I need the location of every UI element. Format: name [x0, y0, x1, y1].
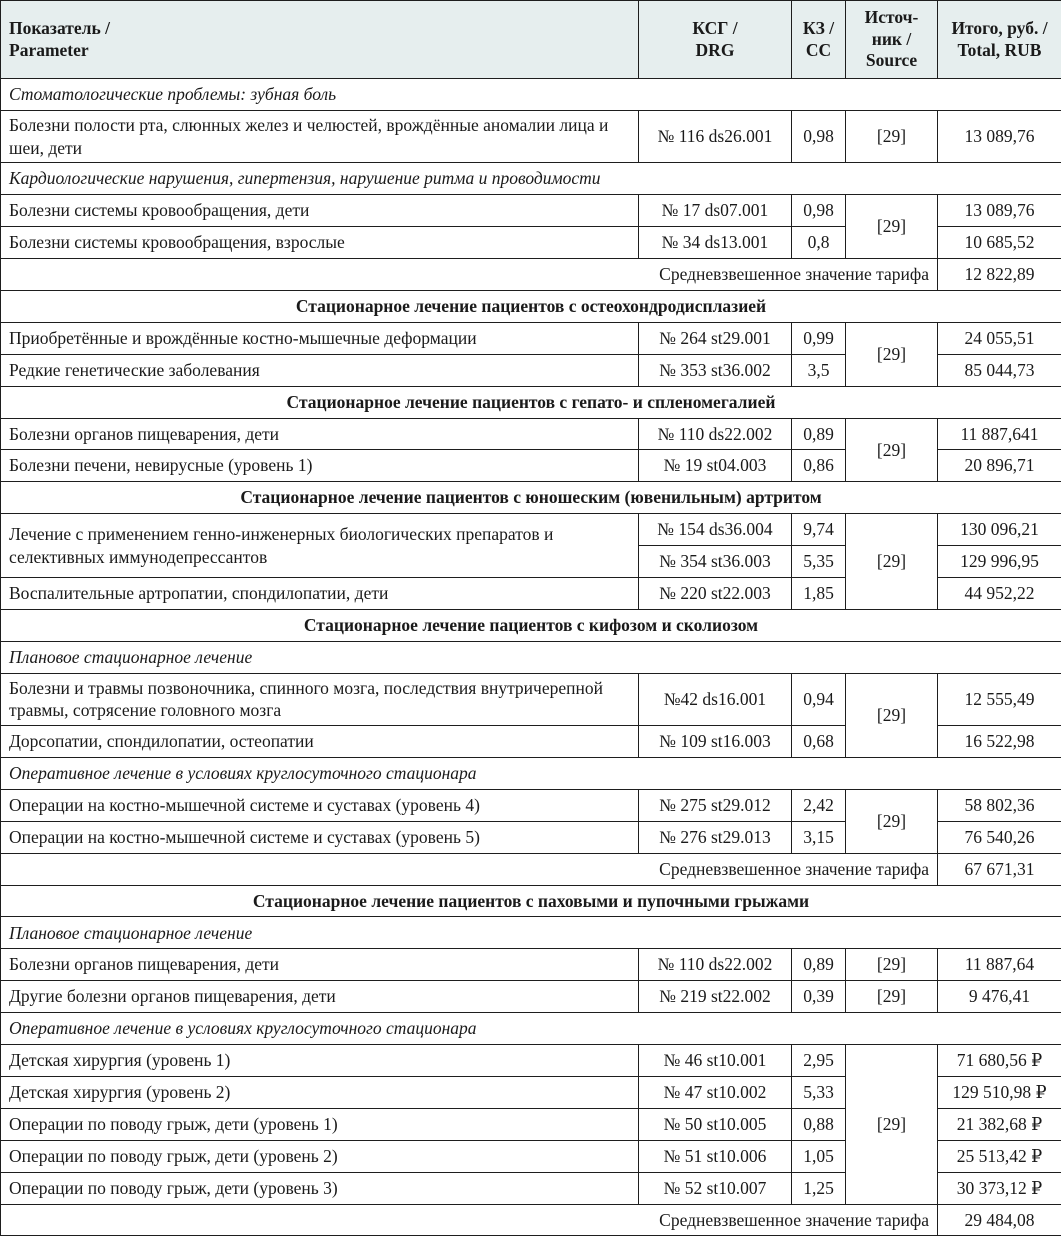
total-cell: 21 382,68 ₽ — [938, 1108, 1061, 1140]
cc-cell: 2,42 — [792, 789, 846, 821]
drg-cell: № 17 ds07.001 — [639, 195, 792, 227]
total-cell: 11 887,641 — [938, 418, 1061, 450]
cc-cell: 9,74 — [792, 514, 846, 546]
parameter-cell: Приобретённые и врождённые костно-мышечные деформации — [1, 322, 639, 354]
drg-cell: № 51 st10.006 — [639, 1140, 792, 1172]
subheading: Плановое стационарное лечение — [1, 917, 1061, 949]
drg-cell: № 354 st36.003 — [639, 546, 792, 578]
total-cell: 16 522,98 — [938, 726, 1061, 758]
header-total: Итого, руб. / Total, RUB — [938, 1, 1061, 79]
average-value: 29 484,08 — [938, 1204, 1061, 1236]
section-row — [1, 609, 1061, 641]
section-row — [1, 290, 1061, 322]
table-row — [1, 195, 1061, 227]
average-value: 67 671,31 — [938, 853, 1061, 885]
subheading: Плановое стационарное лечение — [1, 641, 1061, 673]
header-drg: КСГ / DRG — [639, 1, 792, 79]
total-cell: 129 996,95 — [938, 546, 1061, 578]
drg-cell: № 276 st29.013 — [639, 821, 792, 853]
parameter-cell: Болезни печени, невирусные (уровень 1) — [1, 450, 639, 482]
drg-cell: № 110 ds22.002 — [639, 418, 792, 450]
subheading-row — [1, 758, 1061, 790]
drg-cell: № 353 st36.002 — [639, 354, 792, 386]
parameter-cell: Болезни полости рта, слюнных желез и челюстей, врождённые аномалии лица и шеи, дети — [1, 110, 639, 163]
subheading-row — [1, 917, 1061, 949]
drg-cell: № 19 st04.003 — [639, 450, 792, 482]
section-heading: Стационарное лечение пациентов с юношеским (ювенильным) артритом — [1, 482, 1061, 514]
drg-cell: № 52 st10.007 — [639, 1172, 792, 1204]
source-cell: [29] — [846, 949, 938, 981]
drg-cell: № 50 st10.005 — [639, 1108, 792, 1140]
total-cell: 30 373,12 ₽ — [938, 1172, 1061, 1204]
drg-cell: № 47 st10.002 — [639, 1076, 792, 1108]
total-cell: 76 540,26 — [938, 821, 1061, 853]
total-cell: 129 510,98 ₽ — [938, 1076, 1061, 1108]
average-row — [1, 853, 1061, 885]
source-cell: [29] — [846, 514, 938, 610]
average-label: Средневзвешенное значение тарифа — [1, 1204, 938, 1236]
cc-cell: 5,33 — [792, 1076, 846, 1108]
cc-cell: 2,95 — [792, 1045, 846, 1077]
parameter-cell: Операции на костно-мышечной системе и суставах (уровень 4) — [1, 789, 639, 821]
source-cell: [29] — [846, 195, 938, 259]
total-cell: 58 802,36 — [938, 789, 1061, 821]
drg-cell: № 264 st29.001 — [639, 322, 792, 354]
source-cell: [29] — [846, 981, 938, 1013]
drg-cell: № 34 ds13.001 — [639, 227, 792, 259]
subheading: Оперативное лечение в условиях круглосуточного стационара — [1, 758, 1061, 790]
table-row — [1, 418, 1061, 450]
average-value: 12 822,89 — [938, 259, 1061, 291]
section-row — [1, 482, 1061, 514]
drg-cell: № 154 ds36.004 — [639, 514, 792, 546]
cc-cell: 0,68 — [792, 726, 846, 758]
parameter-cell: Лечение с применением генно-инженерных биологических препаратов и селективных иммунодепрессантов — [1, 514, 639, 578]
table-row — [1, 514, 1061, 546]
total-cell: 85 044,73 — [938, 354, 1061, 386]
subheading: Стоматологические проблемы: зубная боль — [1, 79, 1061, 111]
drg-cell: № 109 st16.003 — [639, 726, 792, 758]
total-cell: 44 952,22 — [938, 577, 1061, 609]
table-row — [1, 1045, 1061, 1077]
header-parameter: Показатель / Parameter — [1, 1, 639, 79]
header-row — [1, 1, 1061, 79]
drg-cell: №42 ds16.001 — [639, 673, 792, 726]
section-heading: Стационарное лечение пациентов с паховыми и пупочными грыжами — [1, 885, 1061, 917]
parameter-cell: Болезни системы кровообращения, дети — [1, 195, 639, 227]
total-cell: 12 555,49 — [938, 673, 1061, 726]
parameter-cell: Операции по поводу грыж, дети (уровень 2) — [1, 1140, 639, 1172]
parameter-cell: Редкие генетические заболевания — [1, 354, 639, 386]
cc-cell: 0,8 — [792, 227, 846, 259]
cc-cell: 0,94 — [792, 673, 846, 726]
cc-cell: 0,89 — [792, 949, 846, 981]
table-row — [1, 949, 1061, 981]
parameter-cell: Болезни органов пищеварения, дети — [1, 949, 639, 981]
subheading-row — [1, 1013, 1061, 1045]
table-row — [1, 789, 1061, 821]
subheading-row — [1, 641, 1061, 673]
parameter-cell: Воспалительные артропатии, спондилопатии, дети — [1, 577, 639, 609]
table-row — [1, 110, 1061, 163]
table-row — [1, 673, 1061, 726]
table-row — [1, 322, 1061, 354]
subheading-row — [1, 79, 1061, 111]
section-heading: Стационарное лечение пациентов с кифозом и сколиозом — [1, 609, 1061, 641]
total-cell: 130 096,21 — [938, 514, 1061, 546]
subheading-row — [1, 163, 1061, 195]
total-cell: 20 896,71 — [938, 450, 1061, 482]
cc-cell: 5,35 — [792, 546, 846, 578]
cc-cell: 3,15 — [792, 821, 846, 853]
source-cell: [29] — [846, 322, 938, 386]
cc-cell: 3,5 — [792, 354, 846, 386]
total-cell: 10 685,52 — [938, 227, 1061, 259]
cc-cell: 0,88 — [792, 1108, 846, 1140]
parameter-cell: Болезни системы кровообращения, взрослые — [1, 227, 639, 259]
table-row — [1, 981, 1061, 1013]
parameter-cell: Операции по поводу грыж, дети (уровень 3) — [1, 1172, 639, 1204]
source-cell: [29] — [846, 110, 938, 163]
parameter-cell: Дорсопатии, спондилопатии, остеопатии — [1, 726, 639, 758]
header-source: Источ- ник / Source — [846, 1, 938, 79]
cc-cell: 0,98 — [792, 110, 846, 163]
subheading: Кардиологические нарушения, гипертензия, нарушение ритма и проводимости — [1, 163, 1061, 195]
total-cell: 24 055,51 — [938, 322, 1061, 354]
average-label: Средневзвешенное значение тарифа — [1, 259, 938, 291]
average-row — [1, 1204, 1061, 1236]
cc-cell: 1,85 — [792, 577, 846, 609]
average-label: Средневзвешенное значение тарифа — [1, 853, 938, 885]
cc-cell: 0,98 — [792, 195, 846, 227]
cc-cell: 1,05 — [792, 1140, 846, 1172]
drg-cell: № 275 st29.012 — [639, 789, 792, 821]
total-cell: 11 887,64 — [938, 949, 1061, 981]
parameter-cell: Другие болезни органов пищеварения, дети — [1, 981, 639, 1013]
total-cell: 9 476,41 — [938, 981, 1061, 1013]
total-cell: 13 089,76 — [938, 110, 1061, 163]
source-cell: [29] — [846, 789, 938, 853]
cc-cell: 1,25 — [792, 1172, 846, 1204]
cc-cell: 0,99 — [792, 322, 846, 354]
average-row — [1, 259, 1061, 291]
table-header — [1, 1, 1061, 79]
source-cell: [29] — [846, 418, 938, 482]
total-cell: 25 513,42 ₽ — [938, 1140, 1061, 1172]
section-row — [1, 885, 1061, 917]
drg-cell: № 219 st22.002 — [639, 981, 792, 1013]
parameter-cell: Болезни органов пищеварения, дети — [1, 418, 639, 450]
parameter-cell: Детская хирургия (уровень 2) — [1, 1076, 639, 1108]
total-cell: 71 680,56 ₽ — [938, 1045, 1061, 1077]
parameter-cell: Болезни и травмы позвоночника, спинного мозга, последствия внутричерепной травмы, сотрясение головного мозга — [1, 673, 639, 726]
header-cc: КЗ / CC — [792, 1, 846, 79]
cc-cell: 0,89 — [792, 418, 846, 450]
source-cell: [29] — [846, 1045, 938, 1204]
parameter-cell: Операции на костно-мышечной системе и суставах (уровень 5) — [1, 821, 639, 853]
drg-cell: № 220 st22.003 — [639, 577, 792, 609]
parameter-cell: Операции по поводу грыж, дети (уровень 1) — [1, 1108, 639, 1140]
source-cell: [29] — [846, 673, 938, 757]
section-heading: Стационарное лечение пациентов с остеохондродисплазией — [1, 290, 1061, 322]
drg-cell: № 116 ds26.001 — [639, 110, 792, 163]
cc-cell: 0,86 — [792, 450, 846, 482]
drg-cell: № 110 ds22.002 — [639, 949, 792, 981]
section-row — [1, 386, 1061, 418]
subheading: Оперативное лечение в условиях круглосуточного стационара — [1, 1013, 1061, 1045]
drg-cell: № 46 st10.001 — [639, 1045, 792, 1077]
cc-cell: 0,39 — [792, 981, 846, 1013]
total-cell: 13 089,76 — [938, 195, 1061, 227]
section-heading: Стационарное лечение пациентов с гепато- и спленомегалией — [1, 386, 1061, 418]
parameter-cell: Детская хирургия (уровень 1) — [1, 1045, 639, 1077]
